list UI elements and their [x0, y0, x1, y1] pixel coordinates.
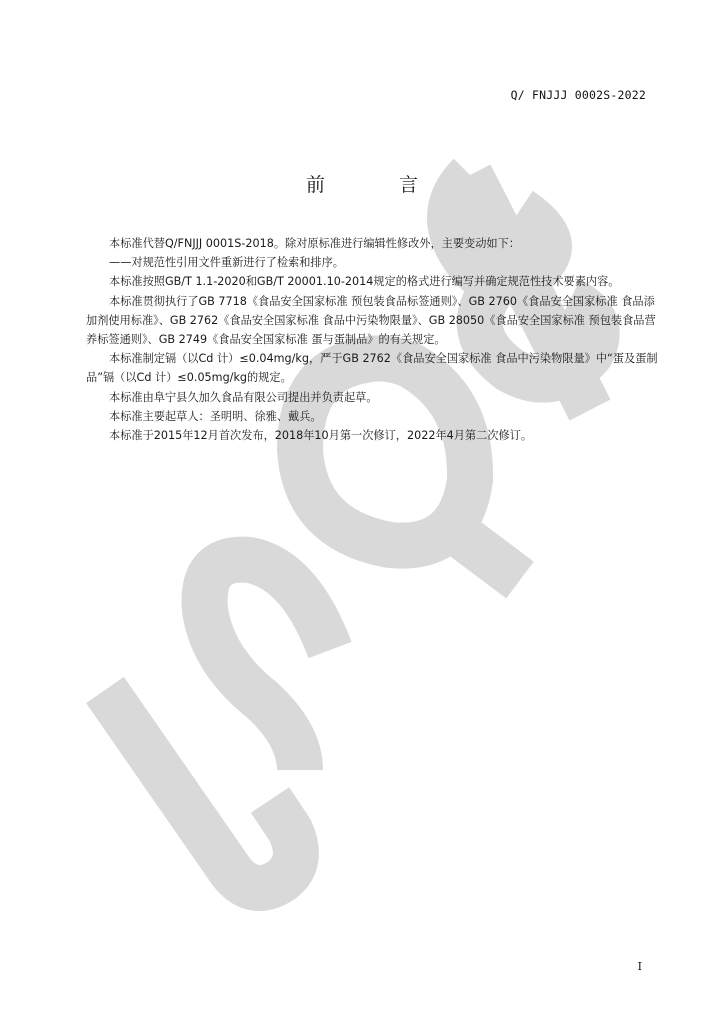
watermark-letter-q-tail: [440, 520, 520, 580]
paragraph-change-item: ——对规范性引用文件重新进行了检索和排序。: [109, 256, 344, 270]
paragraph-cadmium-limit: 本标准制定镉（以Cd 计）≤0.04mg/kg，严于GB 2762《食品安全国家标准 食品中污染物限量》中“蛋及蛋制品”镉（以Cd 计）≤0.05mg/kg的规定。: [86, 352, 658, 385]
foreword-body: [86, 234, 658, 445]
watermark-letter-j: [105, 690, 296, 888]
watermark-letter-s: [205, 560, 330, 770]
page-number: I: [637, 960, 642, 973]
paragraph-drafters: 本标准主要起草人：圣明明、徐雅、戴兵。: [109, 409, 322, 423]
paragraph-replaces: 本标准代替Q/FNJJJ 0001S-2018。除对原标准进行编辑性修改外，主要变动如下：: [109, 237, 520, 250]
paragraph-format: 本标准按照GB/T 1.1-2020和GB/T 20001.10-2014规定的格式进行编写并确定规范性技术要素内容。: [109, 275, 620, 289]
page-title: 前 言: [305, 174, 453, 196]
paragraph-drafting-org: 本标准由阜宁县久加久食品有限公司提出并负责起草。: [109, 390, 378, 404]
paragraph-compliance: 本标准贯彻执行了GB 7718《食品安全国家标准 预包装食品标签通则》、GB 2760《食品安全国家标准 食品添加剂使用标准》、GB 2762《食品安全国家标准 食品中污染物限量》、GB 28050《食品安全国家标准 预包装食品营养标签通则》、GB 2749《食品安全国家标准 蛋与蛋制品》的有关规定。: [86, 294, 656, 347]
paragraph-history: 本标准于2015年12月首次发布，2018年10月第一次修订，2022年4月第二次修订。: [109, 429, 533, 443]
standard-code: Q/ FNJJJ 0002S-2022: [510, 88, 646, 102]
